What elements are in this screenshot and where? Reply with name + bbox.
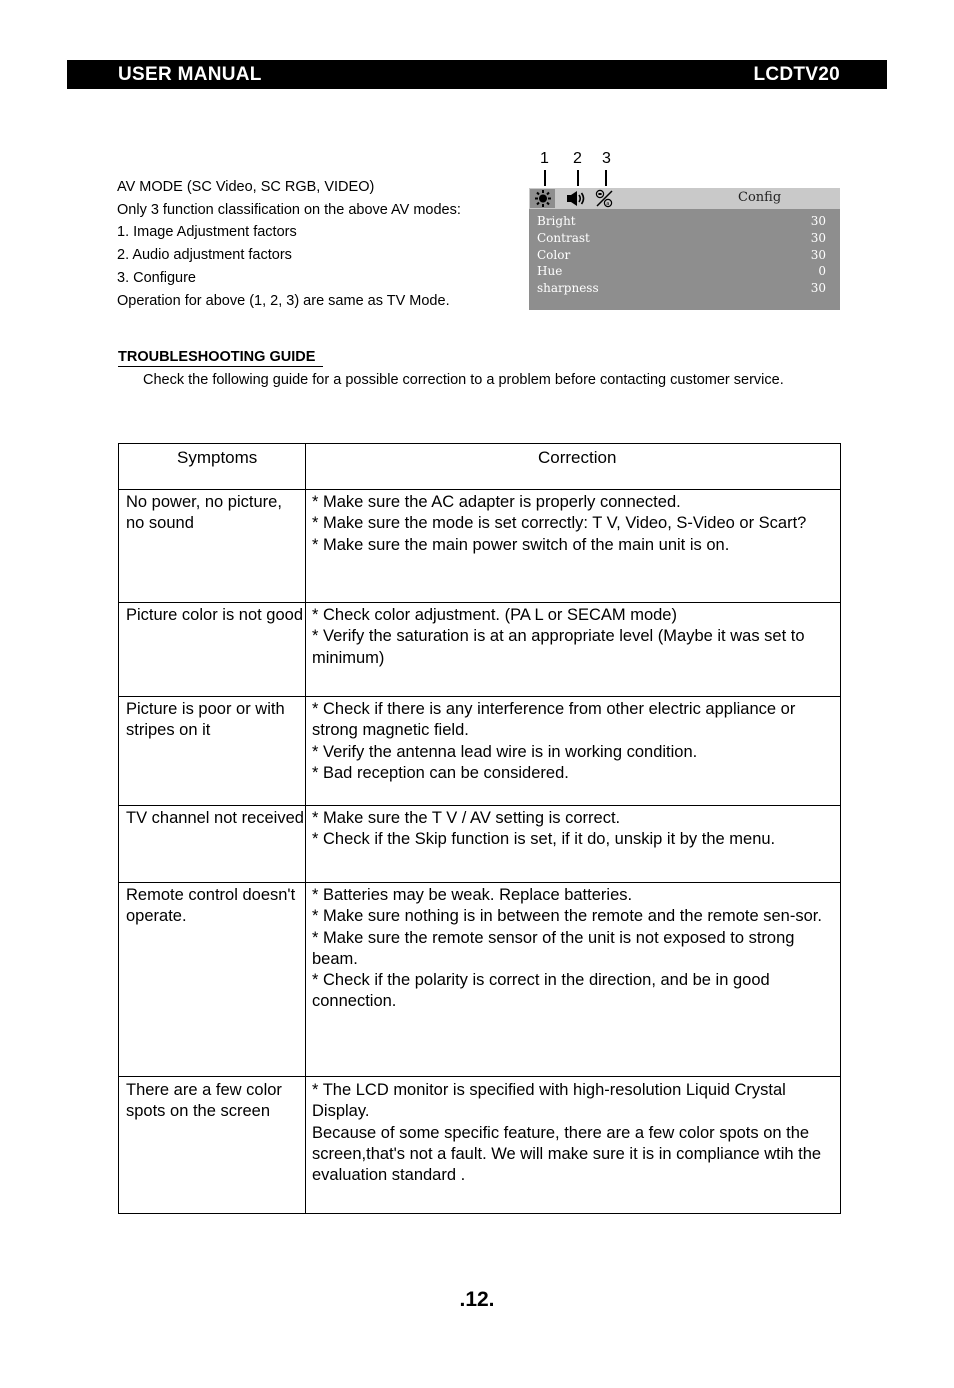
osd-setting-label: Bright <box>537 214 576 228</box>
symptom-cell: TV channel not received <box>126 809 304 827</box>
osd-setting-label: Contrast <box>537 230 590 245</box>
correction-cell: * Check color adjustment. (PA L or SECAM mode) * Verify the saturation is at an appropriate level (Maybe it was set to minimum) <box>312 606 805 667</box>
osd-setting-row[interactable] <box>537 231 826 248</box>
osd-setting-row[interactable] <box>537 214 826 231</box>
symptom-cell: Picture is poor or with stripes on it <box>126 700 285 740</box>
row-divider <box>119 882 840 883</box>
column-divider <box>305 444 306 1213</box>
osd-menu-panel <box>529 188 840 310</box>
row-divider <box>119 1076 840 1077</box>
callout-line <box>605 170 607 186</box>
av-mode-line: AV MODE (SC Video, SC RGB, VIDEO) <box>117 179 375 195</box>
correction-cell: * Batteries may be weak. Replace batteries. * Make sure nothing is in between the remote and the remote sen-sor. * Make sure the remote sensor of the unit is not exposed to strong beam. * Check if the polarity is correct in the direction, and be in good connection. <box>312 886 822 1011</box>
callout-number: 1 <box>540 150 549 167</box>
osd-setting-value: 30 <box>810 214 826 228</box>
osd-setting-row[interactable] <box>537 248 826 265</box>
config-icon[interactable] <box>592 188 616 209</box>
av-mode-line: 2. Audio adjustment factors <box>117 247 292 264</box>
callout-number: 2 <box>573 150 582 167</box>
correction-cell: * Make sure the AC adapter is properly connected. * Make sure the mode is set correctly: T V, Video, S-Video or Scart? * Make sure the main power switch of the main unit is on. <box>312 493 807 554</box>
callout-number: 3 <box>602 150 611 167</box>
symptom-cell: Picture color is not good <box>126 606 304 624</box>
osd-menu-title: Config <box>738 190 782 205</box>
osd-setting-value: 0 <box>818 264 826 279</box>
osd-setting-value: 30 <box>810 247 826 262</box>
callout-line <box>577 170 579 186</box>
osd-setting-value: 30 <box>810 281 826 296</box>
column-header-correction: Correction <box>538 448 617 467</box>
model-name: LCDTV20 <box>753 64 840 85</box>
osd-tab-bar <box>529 188 840 209</box>
osd-settings-list <box>537 214 826 298</box>
symptom-cell: Remote control doesn't operate. <box>126 886 296 926</box>
row-divider <box>119 696 840 697</box>
osd-callouts <box>530 150 630 188</box>
av-mode-line: Operation for above (1, 2, 3) are same as TV Mode. <box>117 292 450 309</box>
page-number: .12. <box>459 1288 495 1311</box>
osd-setting-label: Color <box>537 247 571 262</box>
av-mode-line: Only 3 function classification on the above AV modes: <box>117 201 461 218</box>
av-mode-line: 1. Image Adjustment factors <box>117 224 297 241</box>
callout-line <box>544 170 546 186</box>
av-mode-description <box>117 176 461 312</box>
row-divider <box>119 602 840 603</box>
troubleshooting-table <box>118 443 841 1214</box>
row-divider <box>119 805 840 806</box>
row-divider <box>119 489 840 490</box>
column-header-symptoms: Symptoms <box>177 448 258 467</box>
header-bar <box>67 60 887 89</box>
symptom-cell: No power, no picture, no sound <box>126 493 282 533</box>
osd-setting-value: 30 <box>810 230 826 245</box>
manual-title: USER MANUAL <box>118 64 262 85</box>
symptom-cell: There are a few color spots on the screen <box>126 1081 282 1121</box>
correction-cell: * The LCD monitor is specified with high-resolution Liquid Crystal Display. Because of some specific feature, there are a few color spots on the screen,that's not a fault. We will make sure it is in compliance wtih the evaluation standard . <box>312 1081 822 1185</box>
osd-setting-row[interactable] <box>537 281 826 298</box>
svg-text:a: a <box>606 201 610 207</box>
section-intro: Check the following guide for a possible correction to a problem before contacting customer service. <box>143 372 784 388</box>
correction-cell: * Check if there is any interference from other electric appliance or strong magnetic field. * Verify the antenna lead wire is in working condition. * Bad reception can be considered. <box>312 700 796 782</box>
osd-setting-label: sharpness <box>537 281 599 296</box>
correction-cell: * Make sure the T V / AV setting is correct. * Check if the Skip function is set, if it do, unskip it by the menu. <box>312 809 776 849</box>
sun-icon[interactable] <box>531 188 555 209</box>
av-mode-line: 3. Configure <box>117 269 196 286</box>
osd-setting-row[interactable] <box>537 264 826 281</box>
osd-setting-label: Hue <box>537 264 563 279</box>
section-heading: TROUBLESHOOTING GUIDE <box>118 349 323 367</box>
speaker-icon[interactable] <box>564 188 588 209</box>
